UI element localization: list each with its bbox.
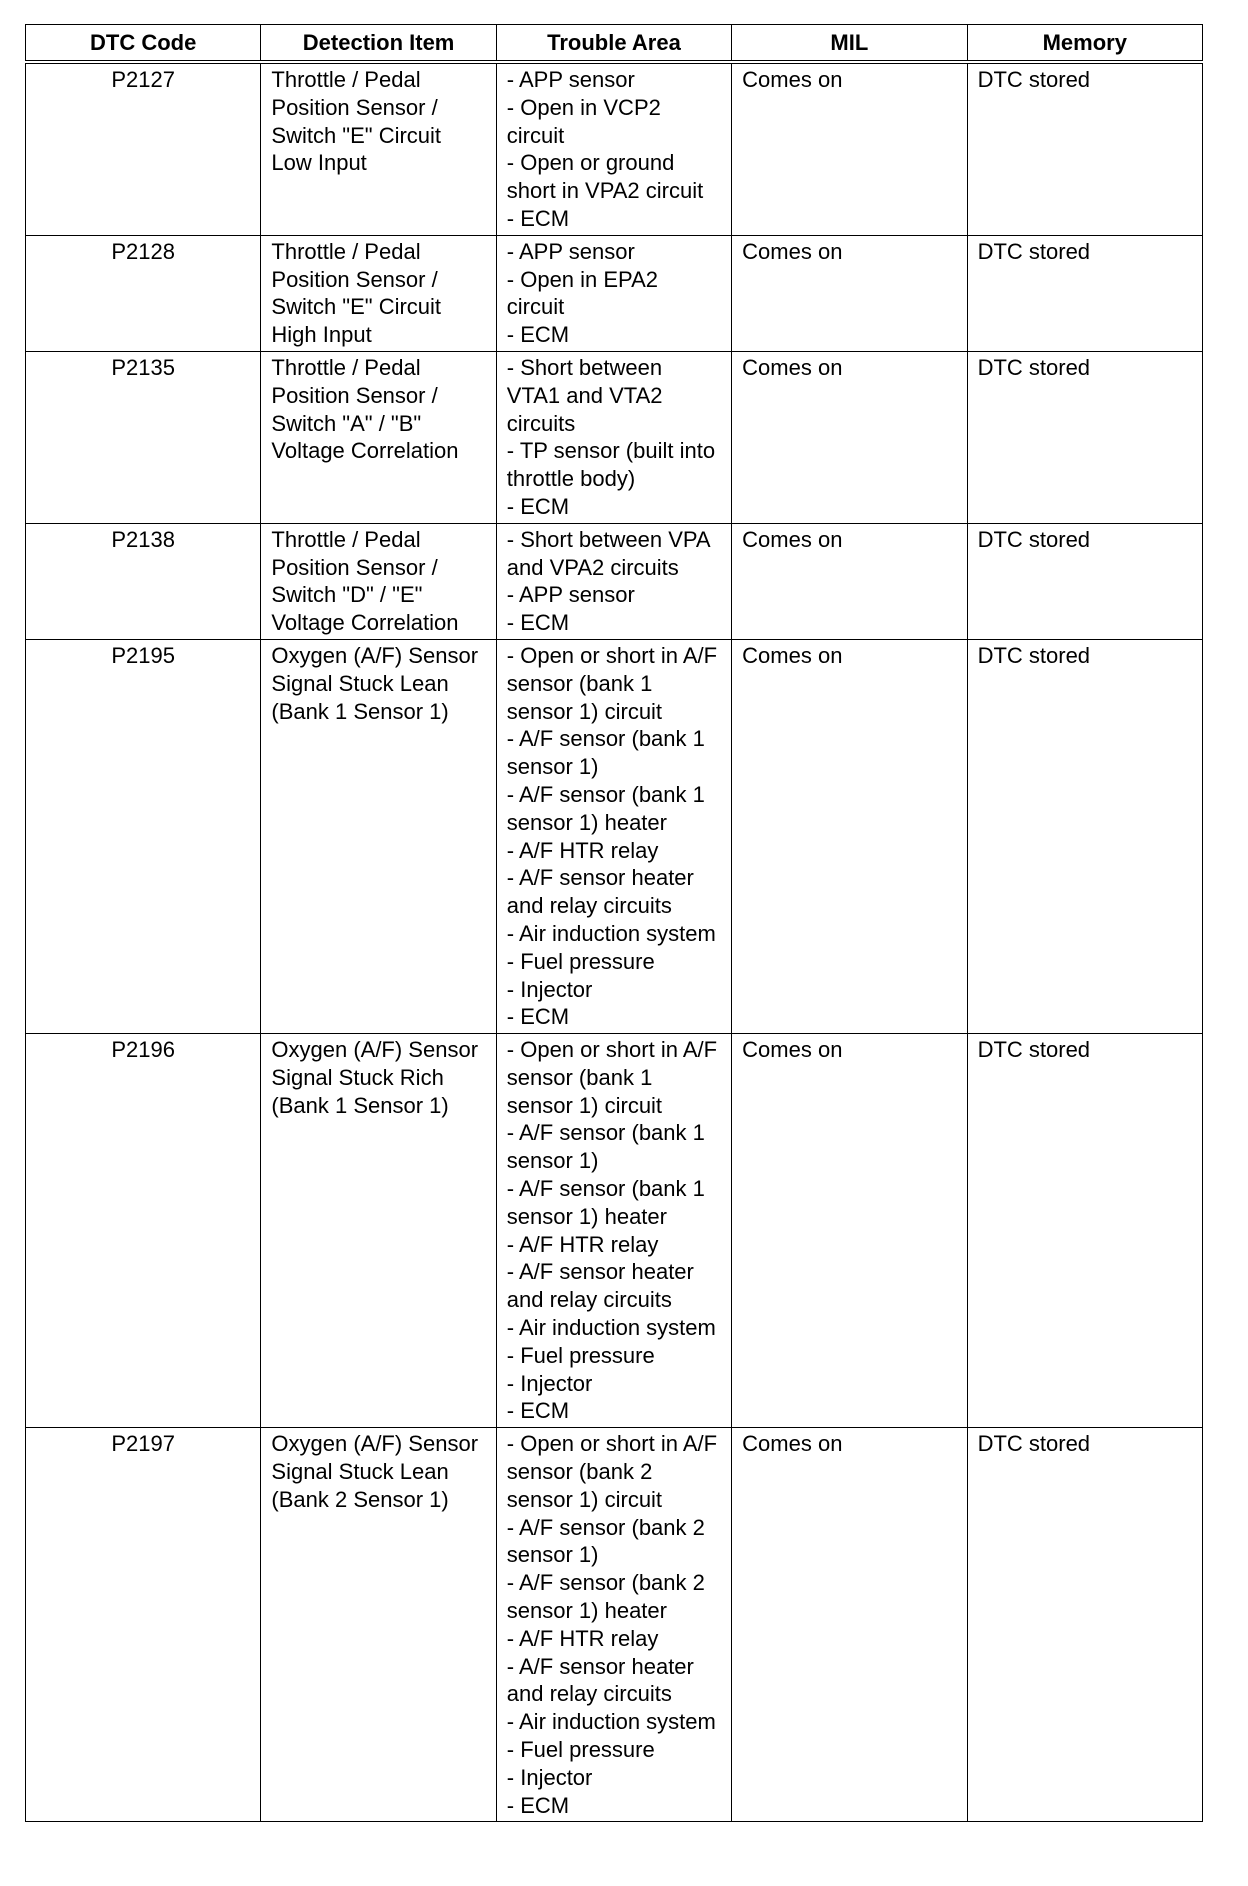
trouble-area-line: - Air induction system — [506, 1709, 716, 1735]
memory-cell: DTC stored — [967, 62, 1202, 235]
trouble-area-line: - ECM — [506, 493, 570, 519]
trouble-area-line: short in VPA2 circuit — [506, 178, 704, 204]
detection-item-cell — [261, 351, 496, 523]
trouble-area-line: sensor 1) heater — [506, 1203, 667, 1229]
trouble-area-line: sensor (bank 2 — [506, 1459, 653, 1485]
trouble-area-line: - Short between VPA — [506, 526, 711, 552]
detection-item-cell — [261, 523, 496, 639]
mil-cell: Comes on — [732, 235, 967, 351]
dtc-code-cell: P2138 — [26, 523, 261, 639]
dtc-table — [25, 24, 1203, 1822]
memory-cell: DTC stored — [967, 639, 1202, 1033]
dtc-code-cell: P2127 — [26, 62, 261, 235]
trouble-area-line: and VPA2 circuits — [506, 554, 679, 580]
trouble-area-line: and relay circuits — [506, 1287, 672, 1313]
trouble-area-line: - A/F sensor (bank 1 — [506, 726, 705, 752]
trouble-area-line: sensor 1) circuit — [506, 1486, 663, 1512]
trouble-area-line: - A/F sensor heater — [506, 1653, 694, 1679]
detection-item-line: Oxygen (A/F) Sensor — [271, 642, 479, 668]
detection-item-line: Low Input — [271, 150, 367, 176]
trouble-area-line: - ECM — [506, 1792, 570, 1818]
header-trouble-area: Trouble Area — [496, 25, 731, 63]
trouble-area-line: - APP sensor — [506, 238, 635, 264]
trouble-area-line: - Fuel pressure — [506, 948, 655, 974]
trouble-area-line: - A/F sensor heater — [506, 865, 694, 891]
mil-cell: Comes on — [732, 523, 967, 639]
trouble-area-line: sensor (bank 1 — [506, 1064, 653, 1090]
table-row — [26, 1034, 1203, 1428]
detection-item-line: Position Sensor / — [271, 94, 438, 120]
detection-item-line: Oxygen (A/F) Sensor — [271, 1431, 479, 1457]
dtc-code-cell: P2195 — [26, 639, 261, 1033]
trouble-area-line: - Injector — [506, 976, 593, 1002]
trouble-area-line: sensor (bank 1 — [506, 670, 653, 696]
trouble-area-line: - A/F sensor (bank 2 — [506, 1570, 705, 1596]
detection-item-line: Signal Stuck Rich — [271, 1064, 444, 1090]
mil-cell: Comes on — [732, 639, 967, 1033]
trouble-area-line: sensor 1) heater — [506, 1598, 667, 1624]
detection-item-line: (Bank 1 Sensor 1) — [271, 1092, 449, 1118]
trouble-area-line: - Open or short in A/F — [506, 1431, 718, 1457]
mil-cell: Comes on — [732, 351, 967, 523]
trouble-area-line: - ECM — [506, 322, 570, 348]
detection-item-line: Signal Stuck Lean — [271, 670, 449, 696]
detection-item-line: Switch "D" / "E" — [271, 582, 423, 608]
trouble-area-cell — [496, 1428, 731, 1822]
table-body — [26, 62, 1203, 1822]
trouble-area-line: - Open or ground — [506, 150, 675, 176]
detection-item-line: Throttle / Pedal — [271, 354, 421, 380]
memory-cell: DTC stored — [967, 351, 1202, 523]
detection-item-line: Voltage Correlation — [271, 438, 459, 464]
trouble-area-cell — [496, 351, 731, 523]
table-row — [26, 1428, 1203, 1822]
trouble-area-cell — [496, 62, 731, 235]
memory-cell: DTC stored — [967, 1034, 1202, 1428]
trouble-area-line: - ECM — [506, 1004, 570, 1030]
trouble-area-line: - Open or short in A/F — [506, 642, 718, 668]
trouble-area-line: and relay circuits — [506, 1681, 672, 1707]
mil-cell: Comes on — [732, 1428, 967, 1822]
detection-item-cell — [261, 1428, 496, 1822]
trouble-area-line: - TP sensor (built into — [506, 438, 716, 464]
trouble-area-line: - ECM — [506, 610, 570, 636]
detection-item-line: Switch "E" Circuit — [271, 122, 442, 148]
trouble-area-line: - A/F sensor (bank 1 — [506, 1176, 705, 1202]
memory-cell: DTC stored — [967, 1428, 1202, 1822]
trouble-area-line: - Air induction system — [506, 1315, 716, 1341]
table-row — [26, 351, 1203, 523]
trouble-area-line: sensor 1) heater — [506, 809, 667, 835]
trouble-area-line: - Short between — [506, 354, 663, 380]
trouble-area-cell — [496, 639, 731, 1033]
trouble-area-line: - A/F sensor (bank 2 — [506, 1514, 705, 1540]
trouble-area-line: sensor 1) — [506, 1148, 599, 1174]
trouble-area-line: - A/F HTR relay — [506, 837, 659, 863]
mil-cell: Comes on — [732, 1034, 967, 1428]
trouble-area-line: - APP sensor — [506, 67, 635, 92]
dtc-code-cell: P2128 — [26, 235, 261, 351]
detection-item-line: Position Sensor / — [271, 554, 438, 580]
trouble-area-line: - A/F HTR relay — [506, 1231, 659, 1257]
detection-item-line: Position Sensor / — [271, 266, 438, 292]
table-row — [26, 523, 1203, 639]
trouble-area-line: sensor 1) — [506, 1542, 599, 1568]
dtc-code-cell: P2196 — [26, 1034, 261, 1428]
detection-item-line: Position Sensor / — [271, 382, 438, 408]
detection-item-cell — [261, 639, 496, 1033]
detection-item-line: Signal Stuck Lean — [271, 1459, 449, 1485]
table-row — [26, 62, 1203, 235]
trouble-area-line: - Fuel pressure — [506, 1737, 655, 1763]
trouble-area-line: - A/F sensor (bank 1 — [506, 781, 705, 807]
detection-item-line: Throttle / Pedal — [271, 238, 421, 264]
detection-item-line: Switch "A" / "B" — [271, 410, 422, 436]
trouble-area-line: - Injector — [506, 1370, 593, 1396]
trouble-area-line: - A/F HTR relay — [506, 1625, 659, 1651]
header-dtc-code: DTC Code — [26, 25, 261, 63]
dtc-code-cell: P2135 — [26, 351, 261, 523]
trouble-area-line: sensor 1) — [506, 754, 599, 780]
table-row — [26, 639, 1203, 1033]
header-detection-item: Detection Item — [261, 25, 496, 63]
trouble-area-cell — [496, 523, 731, 639]
memory-cell: DTC stored — [967, 523, 1202, 639]
header-memory: Memory — [967, 25, 1202, 63]
detection-item-line: Switch "E" Circuit — [271, 294, 442, 320]
memory-cell: DTC stored — [967, 235, 1202, 351]
trouble-area-line: VTA1 and VTA2 — [506, 382, 663, 408]
trouble-area-line: circuits — [506, 410, 576, 436]
detection-item-line: Voltage Correlation — [271, 610, 459, 636]
trouble-area-line: sensor 1) circuit — [506, 698, 663, 724]
trouble-area-line: - A/F sensor heater — [506, 1259, 694, 1285]
trouble-area-line: - Open in EPA2 — [506, 266, 659, 292]
detection-item-line: Throttle / Pedal — [271, 526, 421, 552]
dtc-code-cell: P2197 — [26, 1428, 261, 1822]
table-row — [26, 235, 1203, 351]
trouble-area-cell — [496, 1034, 731, 1428]
detection-item-line: High Input — [271, 322, 372, 348]
trouble-area-line: - Open or short in A/F — [506, 1037, 718, 1063]
detection-item-cell — [261, 235, 496, 351]
trouble-area-cell — [496, 235, 731, 351]
trouble-area-line: and relay circuits — [506, 893, 672, 919]
detection-item-cell — [261, 1034, 496, 1428]
trouble-area-line: throttle body) — [506, 466, 636, 492]
trouble-area-line: - Air induction system — [506, 920, 716, 946]
trouble-area-line: - ECM — [506, 1398, 570, 1424]
detection-item-line: (Bank 1 Sensor 1) — [271, 698, 449, 724]
table-header — [26, 25, 1203, 63]
detection-item-line: (Bank 2 Sensor 1) — [271, 1486, 449, 1512]
mil-cell: Comes on — [732, 62, 967, 235]
trouble-area-line: - Fuel pressure — [506, 1342, 655, 1368]
detection-item-cell — [261, 62, 496, 235]
detection-item-line: Throttle / Pedal — [271, 67, 421, 92]
detection-item-line: Oxygen (A/F) Sensor — [271, 1037, 479, 1063]
trouble-area-line: - Injector — [506, 1764, 593, 1790]
trouble-area-line: - ECM — [506, 205, 570, 231]
trouble-area-line: - A/F sensor (bank 1 — [506, 1120, 705, 1146]
trouble-area-line: - APP sensor — [506, 582, 635, 608]
trouble-area-line: sensor 1) circuit — [506, 1092, 663, 1118]
header-mil: MIL — [732, 25, 967, 63]
trouble-area-line: - Open in VCP2 — [506, 94, 661, 120]
trouble-area-line: circuit — [506, 294, 565, 320]
trouble-area-line: circuit — [506, 122, 565, 148]
header-row — [26, 25, 1203, 63]
